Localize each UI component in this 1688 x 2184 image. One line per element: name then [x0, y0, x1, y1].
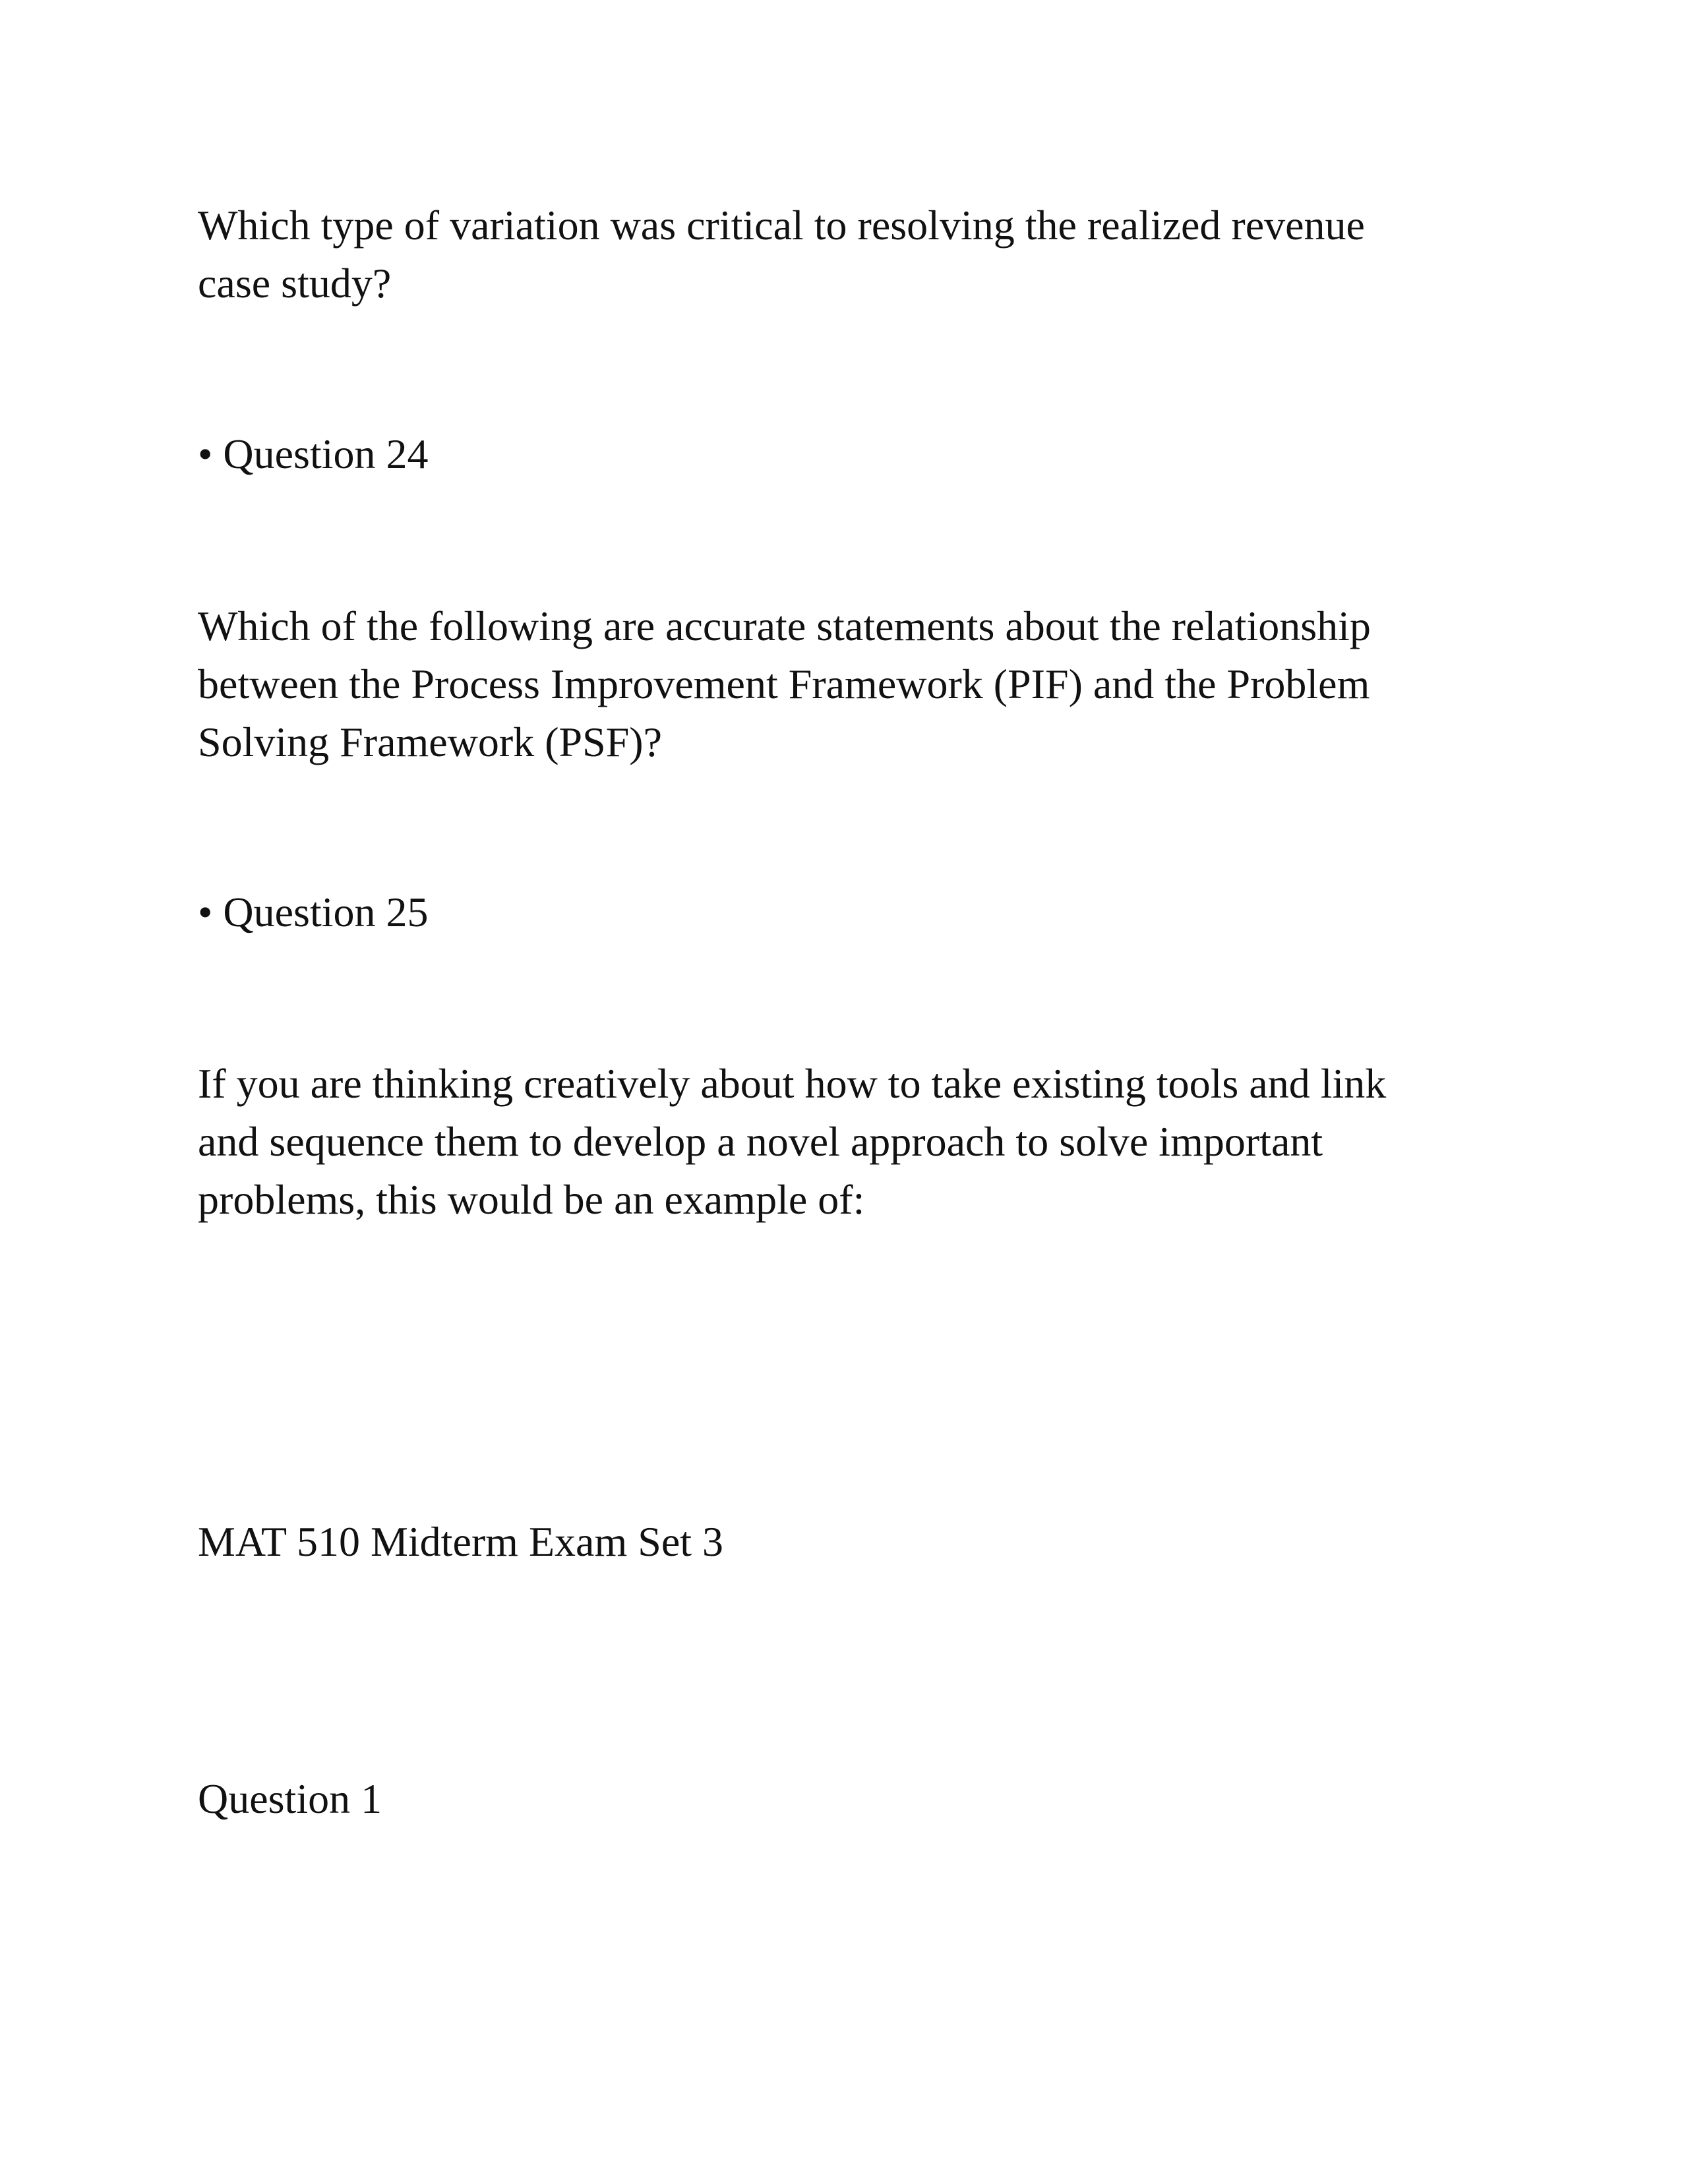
text-line: problems, this would be an example of:	[198, 1176, 865, 1223]
text-line: • Question 24	[198, 430, 429, 477]
text-line: Question 1	[198, 1775, 382, 1822]
question-23-text	[198, 196, 1490, 312]
text-line: and sequence them to develop a novel approach to solve important	[198, 1118, 1323, 1165]
question-24-text	[198, 597, 1490, 771]
question-25-text	[198, 1055, 1490, 1229]
text-line: Solving Framework (PSF)?	[198, 719, 662, 765]
text-line: • Question 25	[198, 889, 429, 935]
question-25-heading	[198, 883, 1490, 941]
text-line: MAT 510 Midterm Exam Set 3	[198, 1518, 723, 1565]
text-line: case study?	[198, 260, 392, 307]
set-3-question-1-heading	[198, 1770, 1490, 1828]
text-line: If you are thinking creatively about how to take existing tools and link	[198, 1060, 1387, 1107]
question-24-heading	[198, 425, 1490, 483]
exam-set-title	[198, 1513, 1490, 1571]
text-line: Which of the following are accurate statements about the relationship	[198, 603, 1371, 649]
text-line: Which type of variation was critical to resolving the realized revenue	[198, 202, 1365, 249]
text-line: between the Process Improvement Framework (PIF) and the Problem	[198, 661, 1370, 707]
